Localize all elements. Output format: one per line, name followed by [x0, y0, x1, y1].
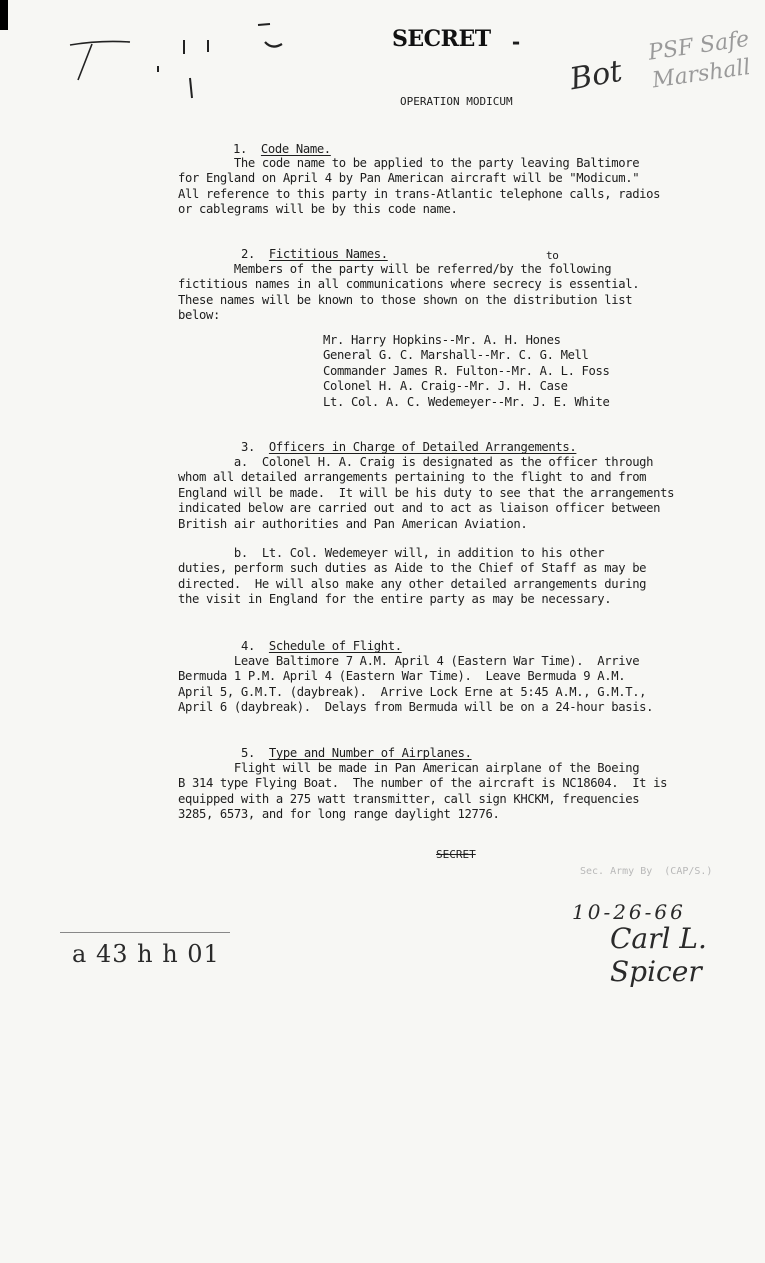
pencil-scribble-marks [60, 20, 300, 110]
text-line: directed. He will also make any other detailed arrangements during [178, 576, 647, 591]
section2-body [178, 262, 738, 324]
text-line: duties, perform such duties as Aide to the Chief of Staff as may be [178, 561, 647, 576]
section-title: Schedule of Flight. [268, 639, 402, 654]
text-line: below: [178, 308, 220, 323]
text-line: equipped with a 275 watt transmitter, call sign KHCKM, frequencies [178, 791, 640, 806]
divider-line [60, 932, 230, 933]
section-title: Officers in Charge of Detailed Arrangements. [268, 440, 577, 455]
operation-title: OPERATION MODICUM [400, 95, 513, 108]
text-line: The code name to be applied to the party leaving Baltimore [178, 156, 640, 170]
text-line: the visit in England for the entire party as may be necessary. [178, 592, 612, 607]
section3a-body [178, 455, 738, 532]
margin-note-bot: Bot [567, 53, 625, 98]
declassification-stamp: Sec. Army By (CAP/S.) [580, 866, 713, 877]
text-line: April 5, G.M.T. (daybreak). Arrive Lock Erne at 5:45 A.M., G.M.T., [178, 684, 647, 699]
handwritten-insert: to [546, 249, 559, 262]
text-line: b. Lt. Col. Wedemeyer will, in addition to his other [178, 546, 605, 560]
classification-footer: SECRET [436, 848, 476, 861]
classification-header: SECRET [392, 26, 491, 52]
declass-date: 10-26-66 [572, 900, 686, 924]
text-line: fictitious names in all communications where secrecy is essential. [178, 277, 640, 292]
section5-body [178, 761, 738, 823]
section-number: 3. [240, 440, 255, 455]
text-line: England will be made. It will be his duty to see that the arrangements [178, 485, 675, 500]
section-number: 2. [240, 247, 255, 262]
section-number: 1. [232, 142, 247, 157]
section-title: Code Name. [260, 142, 331, 157]
text-line: B 314 type Flying Boat. The number of the aircraft is NC18604. It is [178, 776, 668, 791]
header-dash: - [510, 30, 523, 54]
name-entry: General G. C. Marshall--Mr. C. G. Mell [323, 348, 589, 363]
name-entry: Lt. Col. A. C. Wedemeyer--Mr. J. E. White [323, 394, 610, 409]
margin-note-top-right: PSF Safe Marshall [646, 26, 753, 94]
section1-body [178, 156, 738, 218]
text-line: All reference to this party in trans-Atlantic telephone calls, radios [178, 186, 661, 201]
signature: Carl L. Spicer [610, 922, 707, 988]
text-line: 3285, 6573, and for long range daylight 12776. [178, 807, 500, 822]
text-line: British air authorities and Pan American Aviation. [178, 516, 528, 531]
text-line: These names will be known to those shown on the distribution list [178, 292, 633, 307]
name-entry: Colonel H. A. Craig--Mr. J. H. Case [323, 379, 568, 394]
text-line: Members of the party will be referred/by the following [178, 262, 612, 276]
section-number: 5. [240, 746, 255, 761]
text-line: or cablegrams will be by this code name. [178, 202, 458, 217]
section-title: Type and Number of Airplanes. [268, 746, 472, 761]
name-entry: Commander James R. Fulton--Mr. A. L. Foss [323, 363, 610, 378]
text-line: Flight will be made in Pan American airplane of the Boeing [178, 761, 640, 775]
section-title: Fictitious Names. [268, 247, 388, 262]
text-line: a. Colonel H. A. Craig is designated as the officer through [178, 455, 654, 469]
text-line: Bermuda 1 P.M. April 4 (Eastern War Time). Leave Bermuda 9 A.M. [178, 669, 626, 684]
text-line: indicated below are carried out and to act as liaison officer between [178, 501, 661, 516]
text-line: Leave Baltimore 7 A.M. April 4 (Eastern War Time). Arrive [178, 654, 640, 668]
name-entry: Mr. Harry Hopkins--Mr. A. H. Hones [323, 333, 561, 347]
document-id: a 43 h h 01 [72, 940, 220, 968]
section3b-body [178, 546, 738, 608]
section-number: 4. [240, 639, 255, 654]
section4-body [178, 654, 738, 716]
fictitious-names-list [323, 333, 610, 410]
text-line: April 6 (daybreak). Delays from Bermuda will be on a 24-hour basis. [178, 700, 654, 715]
text-line: for England on April 4 by Pan American aircraft will be "Modicum." [178, 171, 640, 186]
text-line: whom all detailed arrangements pertaining to the flight to and from [178, 470, 647, 485]
corner-punch-mark [0, 0, 8, 30]
